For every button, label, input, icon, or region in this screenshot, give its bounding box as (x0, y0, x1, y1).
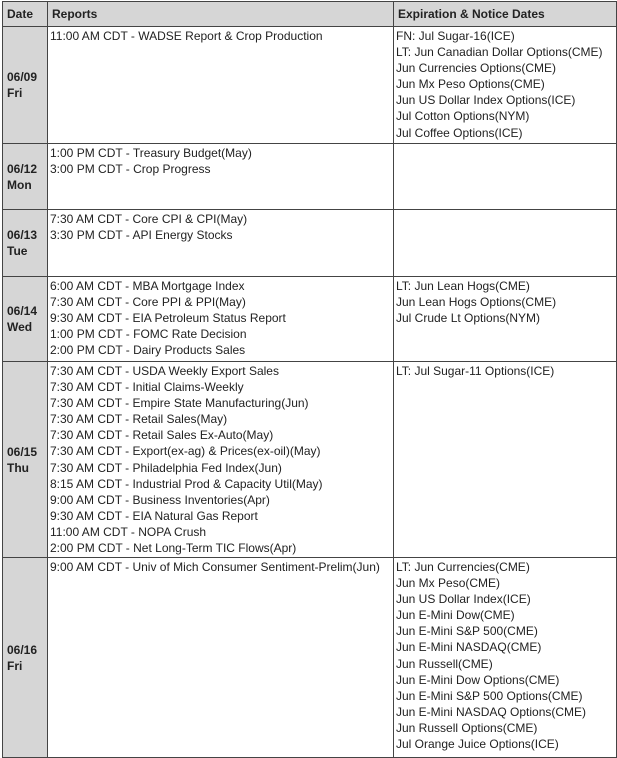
report-item: 9:30 AM CDT - EIA Petroleum Status Report (50, 311, 286, 326)
expiration-item: Jun E-Mini Dow(CME) (396, 608, 515, 623)
reports-cell (48, 27, 394, 144)
report-item: 1:00 PM CDT - Treasury Budget(May) (50, 146, 252, 160)
report-item: 9:00 AM CDT - Business Inventories(Apr) (50, 492, 270, 507)
date-label: 06/13 (7, 228, 38, 242)
date-label: 06/14 (7, 304, 38, 318)
report-item: 3:00 PM CDT - Crop Progress (50, 162, 211, 177)
weekday-label: Fri (7, 658, 23, 673)
day-row (3, 362, 617, 558)
reports-cell (48, 362, 394, 558)
expiration-item: Jun E-Mini S&P 500(CME) (396, 624, 538, 639)
weekday-label: Tue (7, 244, 28, 258)
expiration-item: LT: Jul Sugar-11 Options(ICE) (396, 364, 555, 378)
day-row (3, 210, 617, 277)
day-row (3, 277, 617, 362)
expiration-item: Jun E-Mini NASDAQ(CME) (396, 640, 542, 655)
report-item: 7:30 AM CDT - Retail Sales Ex-Auto(May) (50, 428, 274, 443)
report-item: 7:30 AM CDT - Initial Claims-Weekly (50, 380, 244, 395)
day-row (3, 27, 617, 144)
expiration-item: LT: Jun Lean Hogs(CME) (396, 279, 530, 293)
date-label: 06/15 (7, 444, 38, 459)
report-item: 7:30 AM CDT - Core PPI & PPI(May) (50, 295, 246, 310)
report-item: 6:00 AM CDT - MBA Mortgage Index (50, 279, 245, 293)
expiration-item: LT: Jun Canadian Dollar Options(CME) (396, 45, 603, 60)
expiration-item: Jun E-Mini S&P 500 Options(CME) (396, 688, 583, 703)
report-item: 7:30 AM CDT - Empire State Manufacturing(Jun) (50, 396, 309, 411)
expiration-item: Jul Crude Lt Options(NYM) (396, 311, 541, 326)
date-cell (3, 27, 48, 144)
reports-cell (48, 144, 394, 210)
report-item: 3:30 PM CDT - API Energy Stocks (50, 228, 233, 243)
expiration-item: Jun US Dollar Index Options(ICE) (396, 93, 576, 108)
day-row (3, 144, 617, 210)
weekday-label: Thu (7, 460, 29, 475)
report-item: 1:00 PM CDT - FOMC Rate Decision (50, 327, 247, 342)
date-label: 06/16 (7, 642, 38, 657)
date-cell (3, 144, 48, 210)
report-item: 8:15 AM CDT - Industrial Prod & Capacity Util(May) (50, 476, 323, 491)
date-cell (3, 277, 48, 362)
expiration-item: Jul Cotton Options(NYM) (396, 109, 530, 124)
expirations-cell (394, 362, 617, 558)
date-cell (3, 362, 48, 558)
expirations-cell (394, 277, 617, 362)
expiration-item: FN: Jul Sugar-16(ICE) (396, 29, 515, 43)
reports-cell (48, 210, 394, 277)
header-date: Date (3, 2, 48, 27)
expiration-item: Jun E-Mini NASDAQ Options(CME) (396, 704, 587, 719)
expiration-item: Jun E-Mini Dow Options(CME) (396, 672, 560, 687)
header-row (3, 2, 617, 27)
weekday-label: Mon (7, 177, 32, 192)
day-row (3, 558, 617, 758)
report-item: 7:30 AM CDT - Retail Sales(May) (50, 412, 228, 427)
expiration-item: Jun US Dollar Index(ICE) (396, 592, 531, 607)
expirations-cell (394, 144, 617, 210)
report-item: 7:30 AM CDT - Export(ex-ag) & Prices(ex-oil)(May) (50, 444, 321, 459)
report-item: 9:30 AM CDT - EIA Natural Gas Report (50, 508, 258, 523)
date-label: 06/09 (7, 70, 38, 84)
expiration-item: Jun Russell(CME) (396, 656, 493, 671)
weekday-label: Fri (7, 86, 23, 100)
expirations-cell (394, 27, 617, 144)
expiration-item: LT: Jun Currencies(CME) (396, 560, 530, 574)
calendar-table (2, 1, 617, 758)
report-item: 7:30 AM CDT - Core CPI & CPI(May) (50, 212, 248, 226)
report-item: 2:00 PM CDT - Net Long-Term TIC Flows(Apr) (50, 541, 297, 556)
expiration-item: Jun Mx Peso Options(CME) (396, 77, 545, 92)
expiration-item: Jun Russell Options(CME) (396, 720, 538, 735)
expiration-item: Jun Mx Peso(CME) (396, 576, 501, 591)
report-item: 11:00 AM CDT - NOPA Crush (50, 524, 207, 539)
date-label: 06/12 (7, 161, 38, 176)
date-cell (3, 210, 48, 277)
expiration-item: Jun Currencies Options(CME) (396, 61, 557, 76)
date-cell (3, 558, 48, 758)
expiration-item: Jul Orange Juice Options(ICE) (396, 737, 559, 752)
expiration-item: Jul Coffee Options(ICE) (396, 125, 523, 140)
header-expirations: Expiration & Notice Dates (394, 2, 617, 27)
report-item: 11:00 AM CDT - WADSE Report & Crop Production (50, 29, 323, 43)
expirations-cell (394, 558, 617, 758)
report-item: 9:00 AM CDT - Univ of Mich Consumer Sentiment-Prelim(Jun) (50, 560, 380, 574)
reports-cell (48, 277, 394, 362)
weekday-label: Wed (7, 320, 33, 334)
report-item: 7:30 AM CDT - Philadelphia Fed Index(Jun) (50, 460, 282, 475)
report-item: 2:00 PM CDT - Dairy Products Sales (50, 343, 246, 358)
report-item: 7:30 AM CDT - USDA Weekly Export Sales (50, 364, 279, 378)
reports-cell (48, 558, 394, 758)
expiration-item: Jun Lean Hogs Options(CME) (396, 295, 557, 310)
header-reports: Reports (48, 2, 394, 27)
expirations-cell (394, 210, 617, 277)
